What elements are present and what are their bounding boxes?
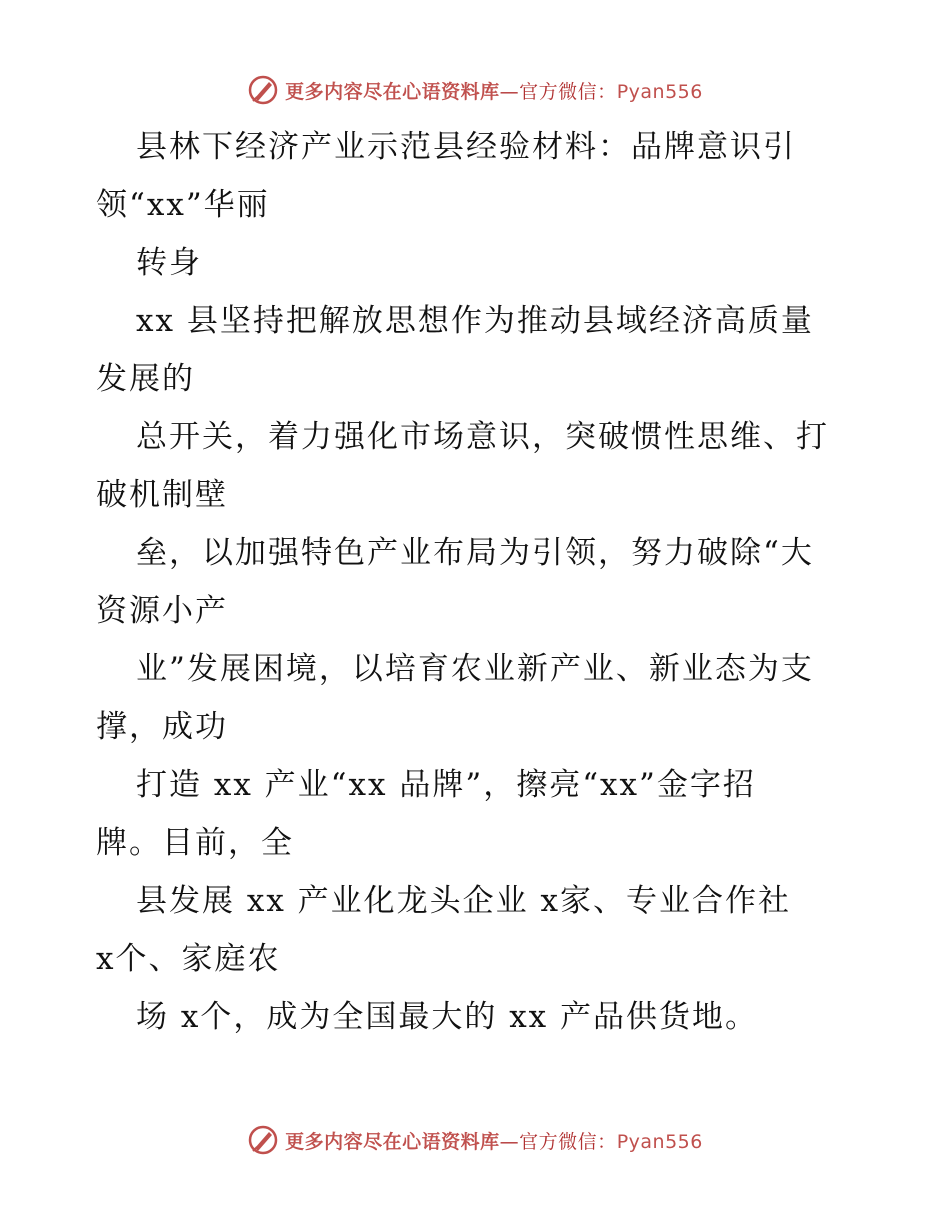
paragraph-line: 打造 xx 产业“xx 品牌”，擦亮“xx”金字招 (136, 767, 756, 803)
banner-wechat-id: Pyan556 (616, 80, 703, 103)
paragraph-line: 转身 (136, 245, 202, 281)
banner-wechat-label: —官方微信： (499, 80, 617, 103)
paragraph-line: 场 x个，成为全国最大的 xx 产品供货地。 (136, 999, 759, 1035)
paragraph-line: 县林下经济产业示范县经验材料：品牌意识引 (136, 129, 796, 165)
banner-wechat-id: Pyan556 (616, 1130, 703, 1153)
paragraph-line: 领“xx”华丽 (96, 187, 270, 223)
paragraph-line: 县发展 xx 产业化龙头企业 x家、专业合作社 (136, 883, 792, 919)
paragraph-line: x个、家庭农 (96, 941, 281, 977)
quill-logo-icon (247, 1124, 279, 1156)
banner-wechat-label: —官方微信： (499, 1130, 617, 1153)
header-banner-content (247, 74, 703, 106)
paragraph-line: 资源小产 (96, 593, 228, 629)
banner-site-name: 更多内容尽在心语资料库 (285, 1130, 500, 1153)
banner-site-name: 更多内容尽在心语资料库 (285, 80, 500, 103)
header-banner (0, 70, 950, 110)
footer-banner-content (247, 1124, 703, 1156)
paragraph-line: 牌。目前，全 (96, 825, 294, 861)
quill-logo-icon (247, 74, 279, 106)
paragraph-line: 破机制壁 (96, 477, 228, 513)
paragraph-line: 垒，以加强特色产业布局为引领，努力破除“大 (136, 535, 814, 571)
paragraph-line: 发展的 (96, 361, 195, 397)
paragraph-line: 业”发展困境，以培育农业新产业、新业态为支 (136, 651, 814, 687)
footer-banner (0, 1120, 950, 1160)
paragraph-line: xx 县坚持把解放思想作为推动县域经济高质量 (136, 303, 814, 339)
document-body (96, 118, 856, 1046)
paragraph-line: 总开关，着力强化市场意识，突破惯性思维、打 (136, 419, 829, 455)
header-banner-text (285, 77, 703, 104)
paragraph-line: 撑，成功 (96, 709, 228, 745)
footer-banner-text (285, 1127, 703, 1154)
